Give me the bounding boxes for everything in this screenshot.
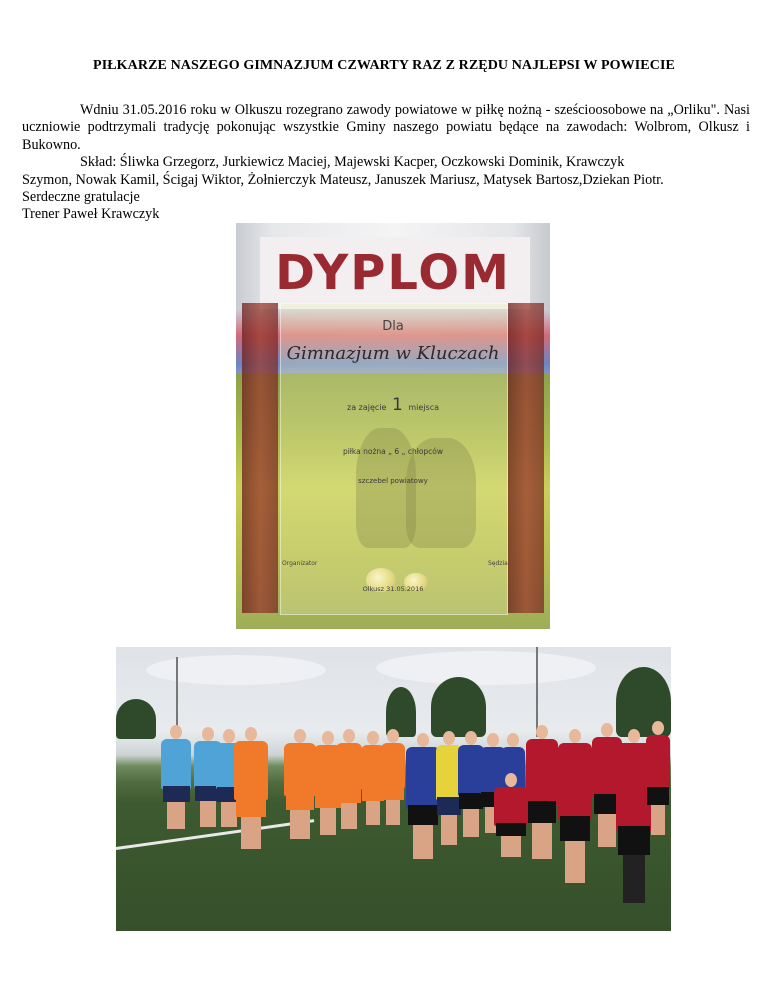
diploma-place-number: 1 <box>391 395 403 415</box>
player-figure <box>161 739 191 829</box>
diploma-photo <box>236 223 550 629</box>
player-figure <box>336 743 362 829</box>
congratulations-text: Serdeczne gratulacje <box>22 189 140 206</box>
article-title: PIŁKARZE NASZEGO GIMNAZJUM CZWARTY RAZ Z RZĘDU NAJLEPSI W POWIECIE <box>93 58 675 73</box>
diploma-date: Olkusz 31.05.2016 <box>362 585 424 593</box>
diploma-heading: DYPLOM <box>275 245 511 301</box>
diploma-place-line <box>236 395 550 415</box>
diploma-place-prefix: za zajęcie <box>347 403 387 412</box>
coach-text: Trener Paweł Krawczyk <box>22 206 160 223</box>
cloud <box>376 651 596 685</box>
article-body <box>22 102 750 224</box>
player-figure <box>381 743 405 825</box>
tree <box>116 699 156 739</box>
player-figure <box>558 743 592 883</box>
diploma-level: szczebel powiatowy <box>358 477 428 485</box>
player-figure <box>284 743 316 839</box>
article-paragraph-2-line-2: Szymon, Nowak Kamil, Ścigaj Wiktor, Żołnierczyk Mateusz, Januszek Mariusz, Matysek Bartosz,Dziekan Piotr. <box>22 171 664 188</box>
article-paragraph-1: Wdniu 31.05.2016 roku w Olkuszu rozegrano zawody powiatowe w piłkę nożną - sześcioosobowe na „Orliku". Nasi uczniowie podtrzymali tradycję pokonując wszystkie Gminy naszego powiatu będące na zawodach: Wolbrom, Olkusz i Bukowno. <box>22 102 750 153</box>
diploma-place-suffix: miejsca <box>408 403 439 412</box>
player-figure <box>494 787 528 857</box>
player-figure <box>234 741 268 849</box>
diploma-organizer-label: Organizator <box>282 560 318 567</box>
article-paragraph-2-line-1: Skład: Śliwka Grzegorz, Jurkiewicz Maciej, Majewski Kacper, Oczkowski Dominik, Krawczyk <box>80 154 625 171</box>
player-figure <box>406 747 440 859</box>
tree <box>431 677 486 737</box>
player-figure <box>526 739 558 859</box>
diploma-discipline: piłka nożna „ 6 „ chłopców <box>342 447 444 456</box>
cloud <box>146 655 326 685</box>
diploma-recipient: Gimnazjum w Kluczach <box>286 343 500 364</box>
team-photo <box>116 647 671 931</box>
diploma-signature-label: Sędzia <box>488 560 508 567</box>
light-pole <box>536 647 538 737</box>
player-figure <box>646 735 670 835</box>
diploma-for-label: Dla <box>382 319 404 334</box>
